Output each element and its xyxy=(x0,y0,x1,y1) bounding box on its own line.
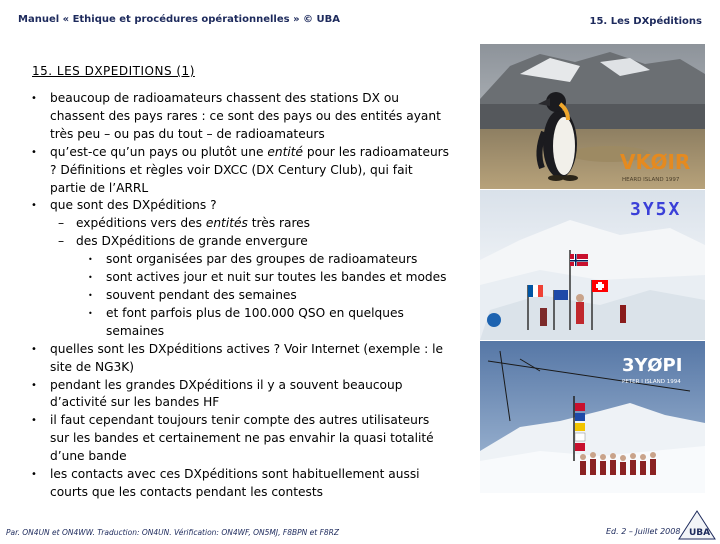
uba-logo xyxy=(677,509,717,540)
sub-sub-bullet-3: • souvent pendant des semaines xyxy=(30,287,450,305)
bullet-2 xyxy=(30,144,450,198)
bullet-7: • les contacts avec ces DXpéditions sont habituellement aussi courts que les contacts pendant les contests xyxy=(30,466,450,502)
bullet-6: • il faut cependant toujours tenir compte des autres utilisateurs sur les bandes et certainement ne pas envahir la quasi totalité d’une bande xyxy=(30,412,450,466)
p3-callsign: 3YØPI xyxy=(622,355,683,376)
bullet-list xyxy=(30,90,450,502)
photo-vk0ir-penguin xyxy=(480,44,705,189)
p1-caption: HEARD ISLAND 1997 xyxy=(622,177,680,183)
header-left: Manuel « Ethique et procédures opérationnelles » © UBA xyxy=(18,14,340,25)
footer-credits: Par. ON4UN et ON4WW. Traduction: ON4UN. Vérification: ON4WF, ON5MJ, F8BPN et F8RZ xyxy=(6,528,339,537)
slide-title: 15. LES DXPEDITIONS (1) xyxy=(32,64,195,78)
sub-bullet-1-part-1: expéditions vers des xyxy=(76,216,206,231)
sub-sub-bullet-1: • sont organisées par des groupes de radioamateurs xyxy=(30,251,450,269)
bullet-1: • beaucoup de radioamateurs chassent des stations DX ou chassent des pays rares : ce sont des pays ou des entités ayant très peu – ou pas du tout – de radioamateurs xyxy=(30,90,450,144)
sub-bullet-2 xyxy=(30,233,450,251)
bullet-3: • que sont des DXpéditions ? xyxy=(30,197,450,215)
footer-edition: Ed. 2 – Juillet 2008 xyxy=(606,527,681,536)
bullet-4: • quelles sont les DXpéditions actives ? Voir Internet (exemple : le site de NG3K) xyxy=(30,341,450,377)
bullet-2-part-1: qu’est-ce qu’un pays ou plutôt une xyxy=(50,144,268,159)
bullet-2-part-2: pour les radioamateurs ? Définitions et règles voir DXCC (DX Century Club), qui fait partie de l’ARRL xyxy=(50,144,450,195)
sub-bullet-1 xyxy=(30,215,450,233)
bullet-2-emphasis: entité xyxy=(267,144,304,159)
sub-bullet-2-text: des DXpéditions de grande envergure xyxy=(76,234,308,249)
p3-caption: PETER I ISLAND 1994 xyxy=(622,379,681,385)
p2-callsign: 3Y5X xyxy=(630,199,682,220)
dash-marker: – xyxy=(58,234,65,249)
bullet-5: • pendant les grandes DXpéditions il y a souvent beaucoup d’activité sur les bandes HF xyxy=(30,377,450,413)
sub-bullet-1-part-2: très rares xyxy=(247,216,311,231)
sub-sub-bullet-4: • et font parfois plus de 100.000 QSO en quelques semaines xyxy=(30,305,450,341)
header-right: 15. Les DXpéditions xyxy=(589,16,702,27)
sub-bullet-1-emphasis: entités xyxy=(205,216,248,231)
photo-3y5x-flags xyxy=(480,190,705,340)
uba-logo-text: UBA xyxy=(689,528,711,538)
dash-marker: – xyxy=(58,216,65,231)
sub-sub-bullet-2: • sont actives jour et nuit sur toutes les bandes et modes xyxy=(30,269,450,287)
photo-3y0pi-island xyxy=(480,341,705,493)
p1-callsign: VKØIR xyxy=(620,150,691,174)
